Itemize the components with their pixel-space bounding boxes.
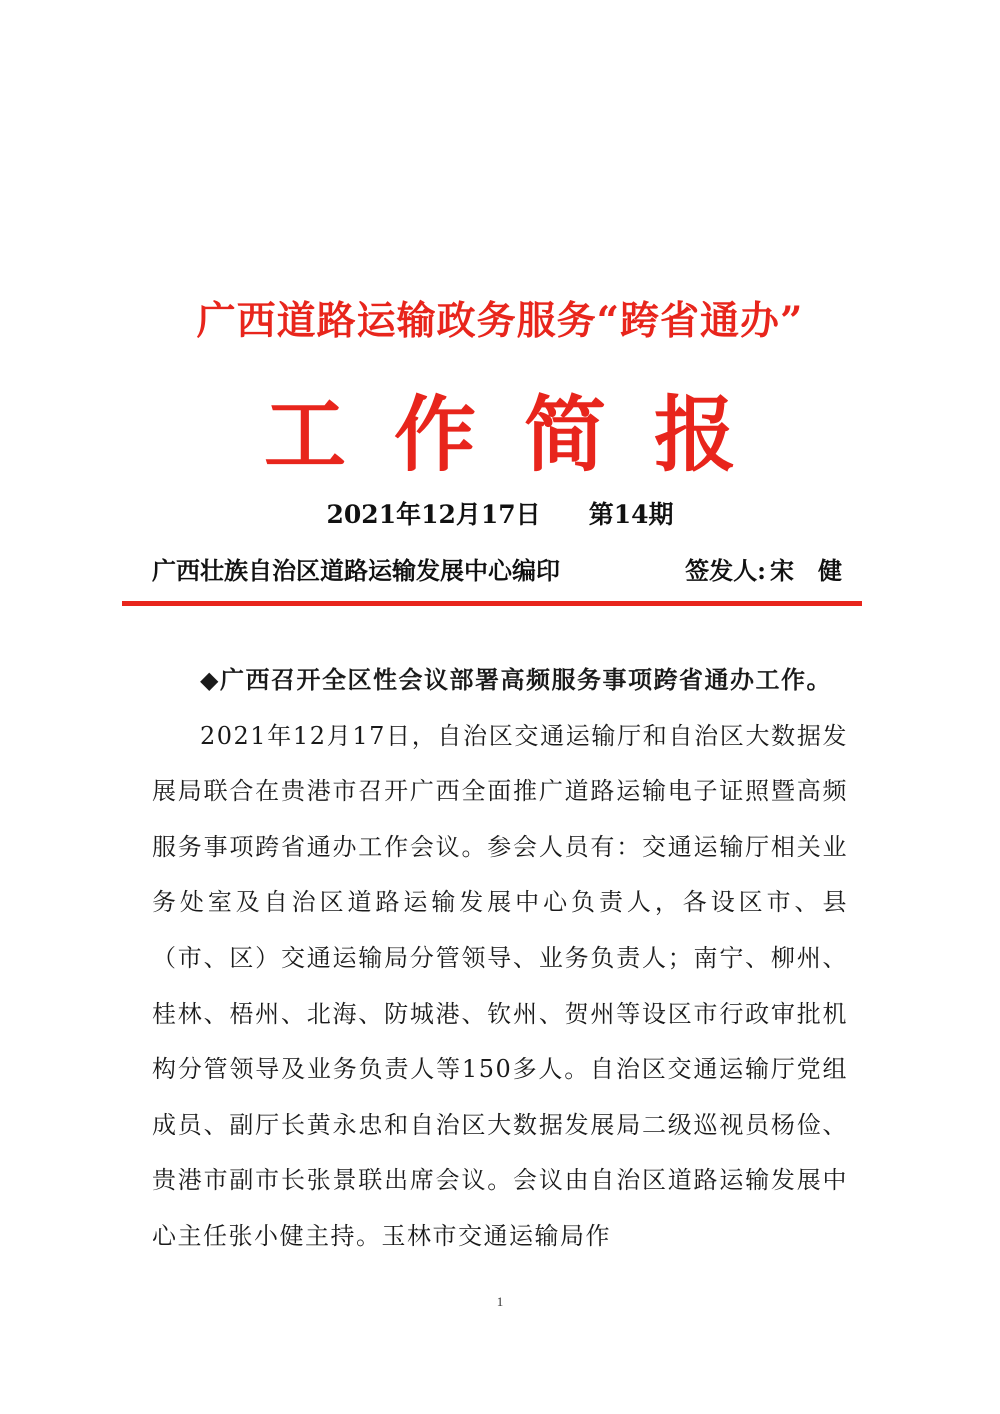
issue-date: 2021年12月17日 (326, 500, 541, 529)
issue-line (0, 495, 1000, 531)
header-divider (122, 601, 862, 606)
article-body (152, 652, 848, 1265)
page-number: 1 (496, 1294, 504, 1309)
article-headline (152, 652, 848, 709)
article-paragraph: 2021年12月17日，自治区交通运输厅和自治区大数据发展局联合在贵港市召开广西全面推广道路运输电子证照暨高频服务事项跨省通办工作会议。参会人员有：交通运输厅相关业务处室及自治区道路运输发展中心负责人，各设区市、县（市、区）交通运输局分管领导、业务负责人；南宁、柳州、桂林、梧州、北海、防城港、钦州、贺州等设区市行政审批机构分管领导及业务负责人等150多人。自治区交通运输厅党组成员、副厅长黄永忠和自治区大数据发展局二级巡视员杨俭、贵港市副市长张景联出席会议。会议由自治区道路运输发展中心主任张小健主持。玉林市交通运输局作 (152, 721, 848, 1250)
signer-name: 宋 健 (770, 556, 842, 585)
signer (685, 551, 842, 586)
bulletin-title: 工作简报 (263, 387, 784, 483)
diamond-icon: ◆ (200, 666, 220, 694)
signer-label: 签发人: (685, 556, 766, 585)
issue-number: 第14期 (588, 500, 674, 529)
article-headline-text: 广西召开全区性会议部署高频服务事项跨省通办工作。 (219, 665, 832, 694)
publisher-line (152, 551, 842, 586)
publisher: 广西壮族自治区道路运输发展中心编印 (152, 556, 560, 585)
bulletin-subtitle: 广西道路运输政务服务“跨省通办” (196, 298, 804, 344)
